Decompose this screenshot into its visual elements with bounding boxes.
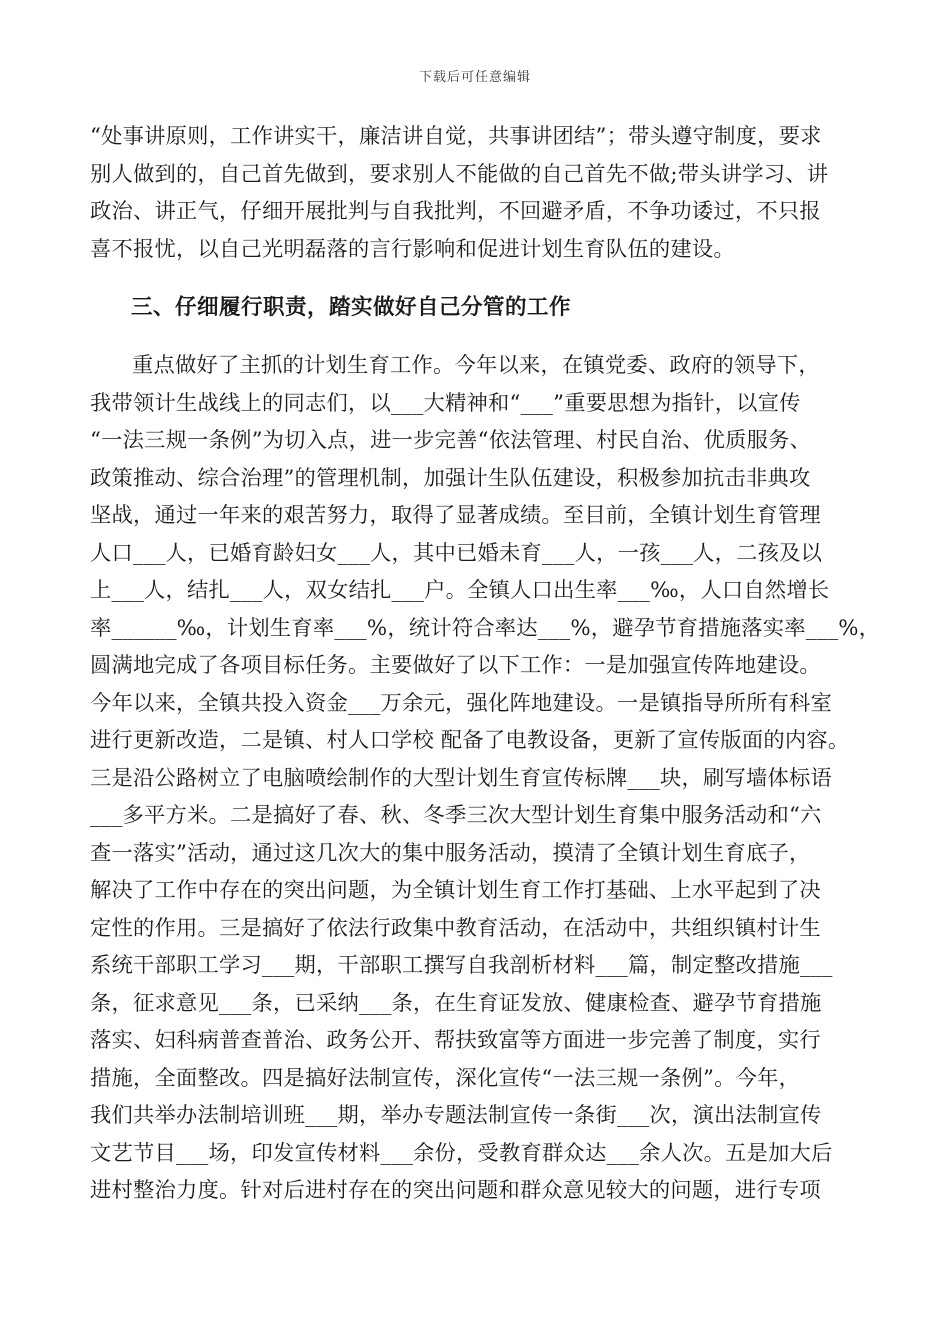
paragraph-line: 措施，全面整改。四是搞好法制宣传，深化宣传“一法三规一条例”。今年， [90,1065,801,1091]
paragraph-line: 今年以来，全镇共投入资金___万余元，强化阵地建设。一是镇指导所所有科室 [90,690,832,716]
paragraph-line: 文艺节目___场，印发宣传材料___余份，受教育群众达___余人次。五是加大后 [90,1140,833,1166]
paragraph-line: 政治、讲正气，仔细开展批判与自我批判，不回避矛盾，不争功诿过，不只报 [90,199,821,224]
paragraph-line: 喜不报忧，以自己光明磊落的言行影响和促进计划生育队伍的建设。 [90,236,735,262]
paragraph-line: 条，征求意见___条，已采纳___条，在生育证发放、健康检查、避孕节育措施 [90,990,822,1016]
paragraph-2 [90,347,881,1210]
paragraph-line: 人口___人，已婚育龄妇女___人，其中已婚未育___人，一孩___人，二孩及以 [90,540,823,566]
paragraph-line: 我们共举办法制培训班___期，举办专题法制宣传一条街___次，演出法制宣传 [90,1103,822,1128]
paragraph-line: 上___人，结扎___人，双女结扎___户。全镇人口出生率___‰，人口自然增长 [90,578,830,603]
paragraph-line: ___多平方米。二是搞好了春、秋、冬季三次大型计划生育集中服务活动和“六 [90,803,822,828]
section-heading: 三、仔细履行职责，踏实做好自己分管的工作 [131,295,572,320]
paragraph-line: 查一落实”活动，通过这几次大的集中服务活动，摸清了全镇计划生育底子， [90,840,811,866]
header-note: 下载后可任意编辑 [418,70,531,85]
paragraph-line: 进行更新改造，二是镇、村人口学校 配备了电教设备，更新了宣传版面的内容。 [90,728,850,753]
paragraph-line: 进村整治力度。针对后进村存在的突出问题和群众意见较大的问题，进行专项 [90,1178,821,1203]
paragraph-line: 落实、妇科病普查普治、政务公开、帮扶致富等方面进一步完善了制度，实行 [90,1028,821,1053]
paragraph-1 [90,118,870,268]
paragraph-line: 定性的作用。三是搞好了依法行政集中教育活动，在活动中，共组织镇村计生 [90,915,821,941]
paragraph-line: 我带领计生战线上的同志们，以___大精神和“___”重要思想为指针，以宣传 [90,390,801,416]
paragraph-line: “处事讲原则，工作讲实干，廉洁讲自觉，共事讲团结”；带头遵守制度，要求 [90,124,822,149]
paragraph-line: “一法三规一条例”为切入点，进一步完善“依法管理、村民自治、优质服务、 [90,428,812,453]
paragraph-line: 别人做到的，自己首先做到，要求别人不能做的自己首先不做;带头讲学习、讲 [90,161,829,187]
paragraph-line: 坚战，通过一年来的艰苦努力，取得了显著成绩。至目前，全镇计划生育管理 [90,503,821,528]
paragraph-line: 三是沿公路树立了电脑喷绘制作的大型计划生育宣传标牌___块，刷写墙体标语 [90,765,832,791]
paragraph-line: 圆满地完成了各项目标任务。主要做好了以下工作：一是加强宣传阵地建设。 [90,653,821,678]
paragraph-line: 政策推动、综合治理”的管理机制，加强计生队伍建设，积极参加抗击非典攻 [90,465,811,491]
paragraph-line: 重点做好了主抓的计划生育工作。今年以来，在镇党委、政府的领导下， [132,353,820,378]
paragraph-line: 解决了工作中存在的突出问题，为全镇计划生育工作打基础、上水平起到了决 [90,878,821,903]
paragraph-line: 率______‰，计划生育率___%，统计符合率达___%，避孕节育措施落实率___%， [90,615,881,641]
paragraph-line: 系统干部职工学习___期，干部职工撰写自我剖析材料___篇，制定整改措施___ [90,953,833,978]
